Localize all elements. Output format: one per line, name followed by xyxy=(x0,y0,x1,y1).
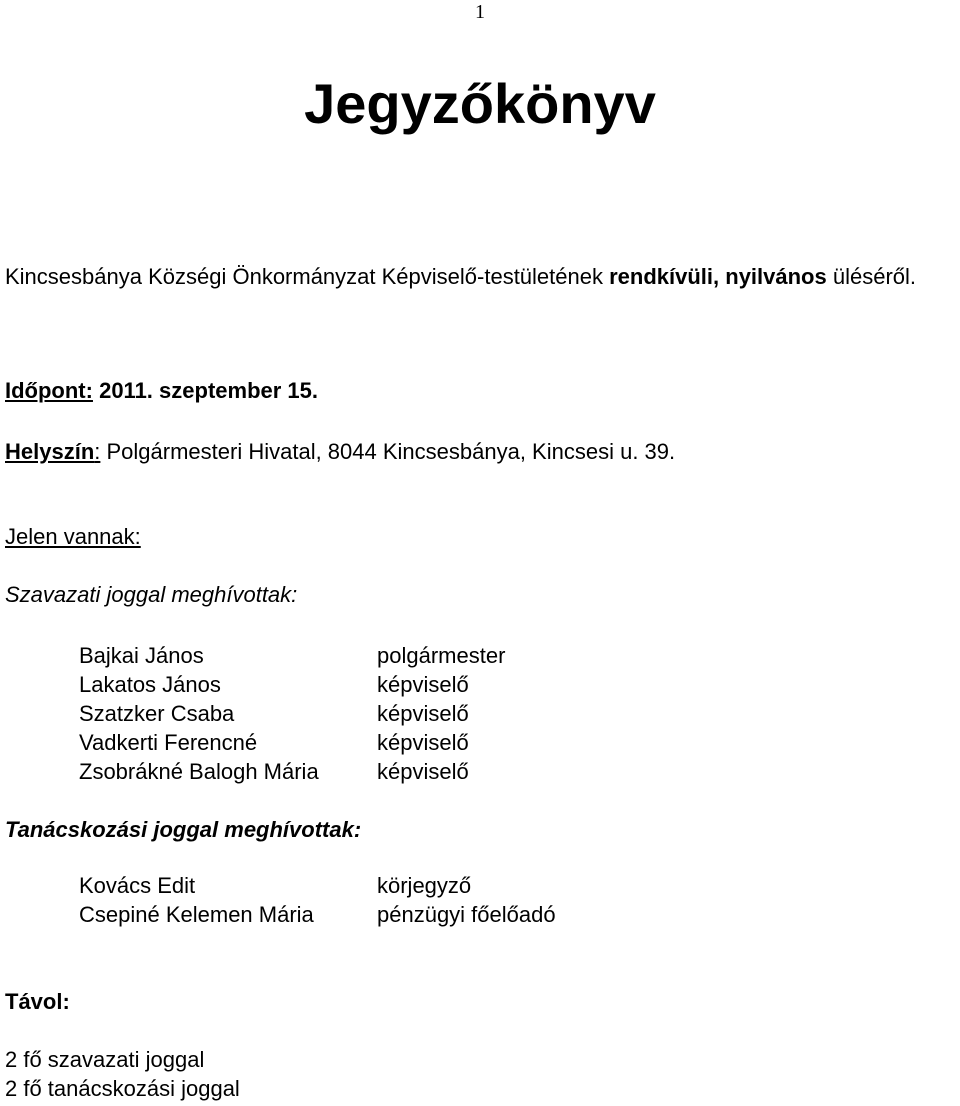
member-role: képviselő xyxy=(377,730,469,755)
intro-text-suffix: üléséről. xyxy=(826,264,917,289)
member-name: Csepiné Kelemen Mária xyxy=(79,902,314,927)
tavol-line: 2 fő szavazati joggal xyxy=(5,1047,205,1072)
member-row xyxy=(79,900,556,929)
tavol-heading: Távol: xyxy=(5,989,70,1014)
member-name: Kovács Edit xyxy=(79,873,196,898)
member-role: képviselő xyxy=(377,701,469,726)
member-role: képviselő xyxy=(377,759,469,784)
tanacskozasi-heading: Tanácskozási joggal meghívottak: xyxy=(5,817,362,842)
member-role: képviselő xyxy=(377,672,469,697)
member-name: Lakatos János xyxy=(79,672,221,697)
member-role: körjegyző xyxy=(377,873,472,898)
member-row xyxy=(79,871,471,900)
member-row xyxy=(79,757,469,786)
member-role: pénzügyi főelőadó xyxy=(377,902,556,927)
member-row xyxy=(79,641,505,670)
intro-text-bold: rendkívüli, nyilvános xyxy=(609,264,827,289)
idopont-line xyxy=(5,376,318,405)
idopont-label: Időpont: xyxy=(5,378,93,403)
helyszin-label: Helyszín xyxy=(5,439,95,464)
member-row xyxy=(79,728,469,757)
jelen-heading: Jelen vannak: xyxy=(5,524,141,549)
page-number: 1 xyxy=(475,1,485,23)
helyszin-line xyxy=(5,437,675,466)
document-title: Jegyzőkönyv xyxy=(304,72,656,135)
member-name: Zsobrákné Balogh Mária xyxy=(79,759,319,784)
szavazati-heading: Szavazati joggal meghívottak: xyxy=(5,582,298,607)
member-row xyxy=(79,699,469,728)
intro-text-prefix: Kincsesbánya Községi Önkormányzat Képviselő-testületének xyxy=(5,264,610,289)
member-name: Vadkerti Ferencné xyxy=(79,730,258,755)
helyszin-value: Polgármesteri Hivatal, 8044 Kincsesbánya, Kincsesi u. 39. xyxy=(100,439,676,464)
member-name: Szatzker Csaba xyxy=(79,701,235,726)
helyszin-colon: : xyxy=(94,439,101,464)
member-row xyxy=(79,670,469,699)
tavol-line: 2 fő tanácskozási joggal xyxy=(5,1076,240,1101)
idopont-value: 2011. szeptember 15. xyxy=(92,378,318,403)
member-role: polgármester xyxy=(377,643,506,668)
member-name: Bajkai János xyxy=(79,643,204,668)
intro-paragraph xyxy=(5,262,960,291)
